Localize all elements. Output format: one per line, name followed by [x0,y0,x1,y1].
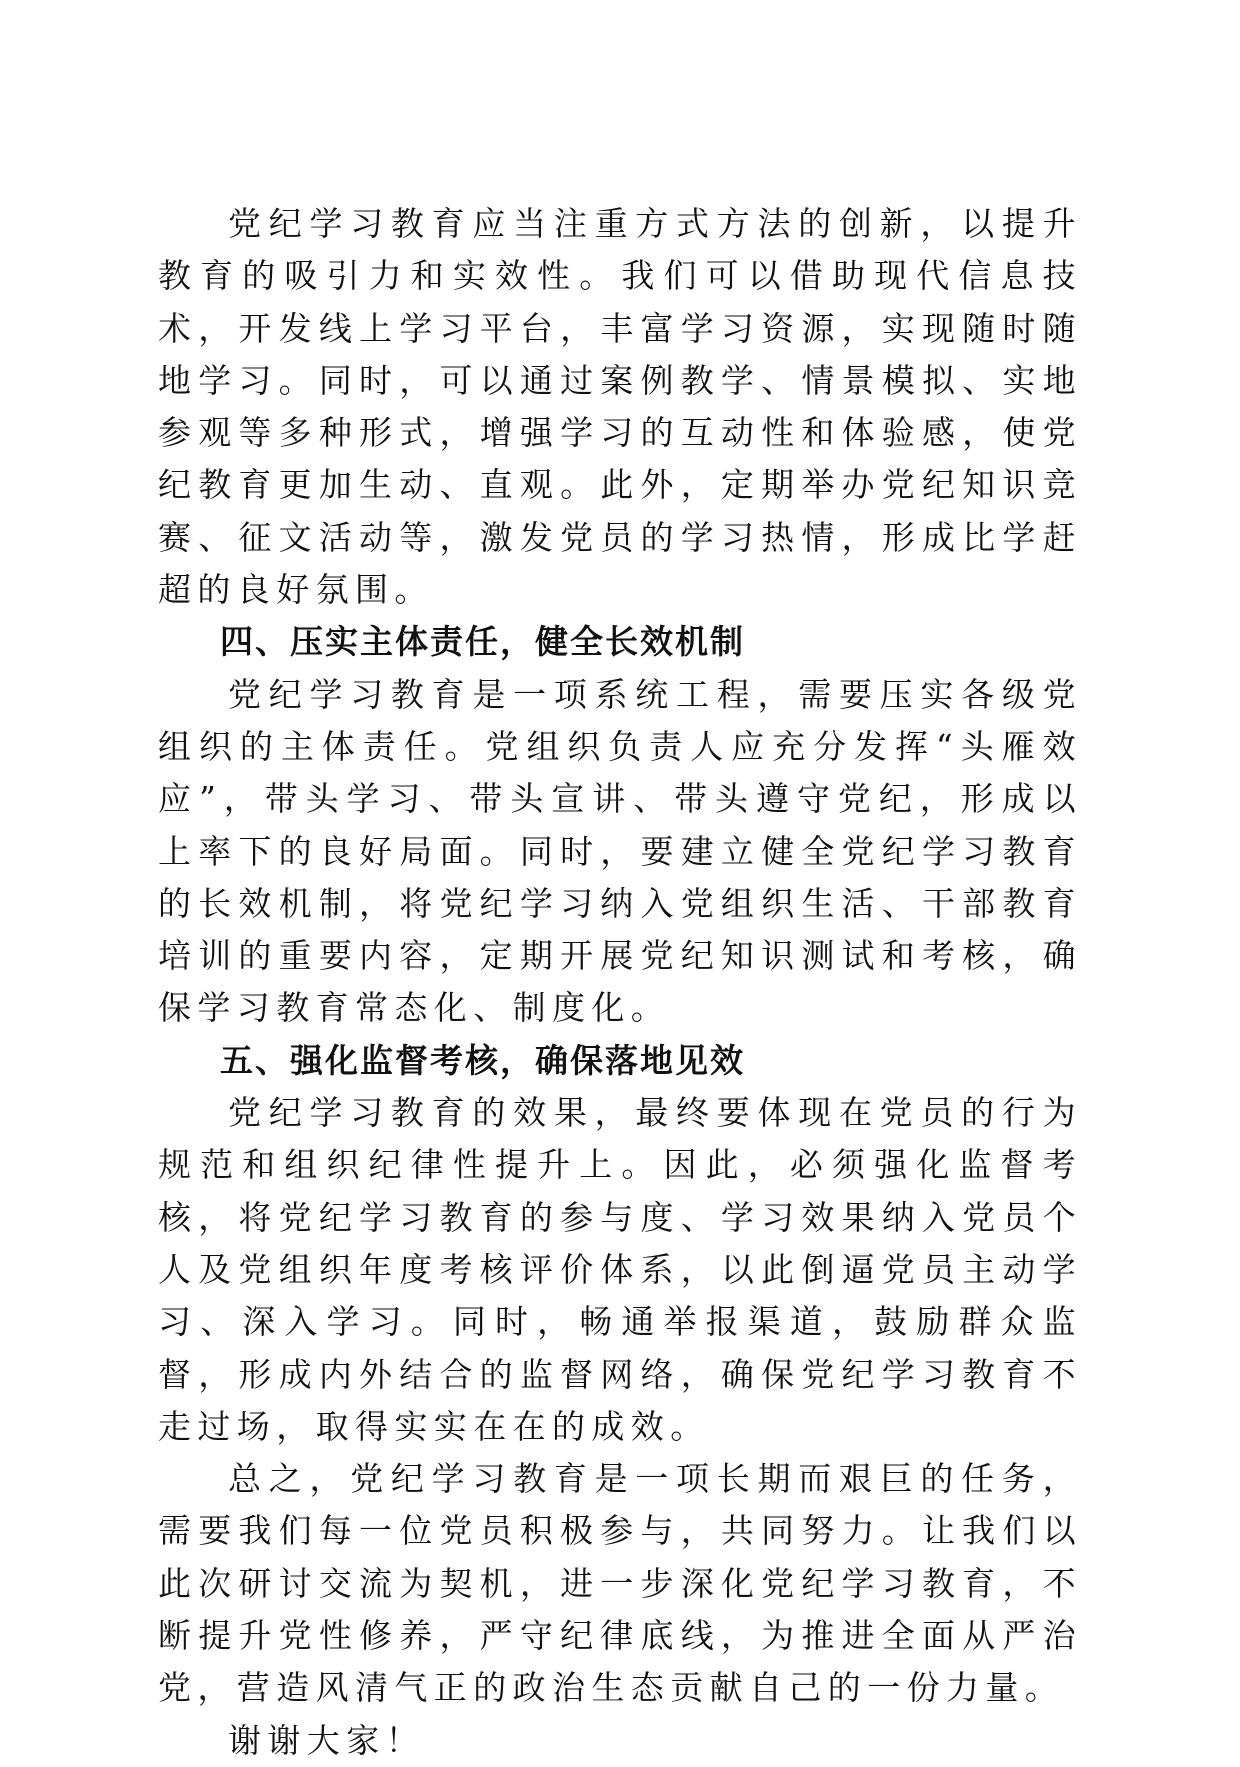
paragraph-innovation: 党纪学习教育应当注重方式方法的创新，以提升教育的吸引力和实效性。我们可以借助现代信息技术，开发线上学习平台，丰富学习资源，实现随时随地学习。同时，可以通过案例教学、情景模拟、实地参观等多种形式，增强学习的互动性和体验感，使党纪教育更加生动、直观。此外，定期举办党纪知识竞赛、征文活动等，激发党员的学习热情，形成比学赶超的良好氛围。 [158,204,1082,610]
closing-remark: 谢谢大家！ [228,1720,425,1760]
section-heading-4: 四、压实主体责任，健全长效机制 [220,622,745,662]
paragraph-supervision: 党纪学习教育的效果，最终要体现在党员的行为规范和组织纪律性提升上。因此，必须强化监督考核，将党纪学习教育的参与度、学习效果纳入党员个人及党组织年度考核评价体系，以此倒逼党员主动学习、深入学习。同时，畅通举报渠道，鼓励群众监督，形成内外结合的监督网络，确保党纪学习教育不走过场，取得实实在在的成效。 [158,1093,1082,1446]
document-body [158,198,1082,1767]
paragraph-conclusion: 总之，党纪学习教育是一项长期而艰巨的任务，需要我们每一位党员积极参与，共同努力。让我们以此次研讨交流为契机，进一步深化党纪学习教育，不断提升党性修养，严守纪律底线，为推进全面从严治党，营造风清气正的政治生态贡献自己的一份力量。 [158,1459,1082,1708]
section-heading-5: 五、强化监督考核，确保落地见效 [220,1040,745,1080]
paragraph-responsibility: 党纪学习教育是一项系统工程，需要压实各级党组织的主体责任。党组织负责人应充分发挥“头雁效应”，带头学习、带头宣讲、带头遵守党纪，形成以上率下的良好局面。同时，要建立健全党纪学习教育的长效机制，将党纪学习纳入党组织生活、干部教育培训的重要内容，定期开展党纪知识测试和考核，确保学习教育常态化、制度化。 [158,674,1082,1028]
